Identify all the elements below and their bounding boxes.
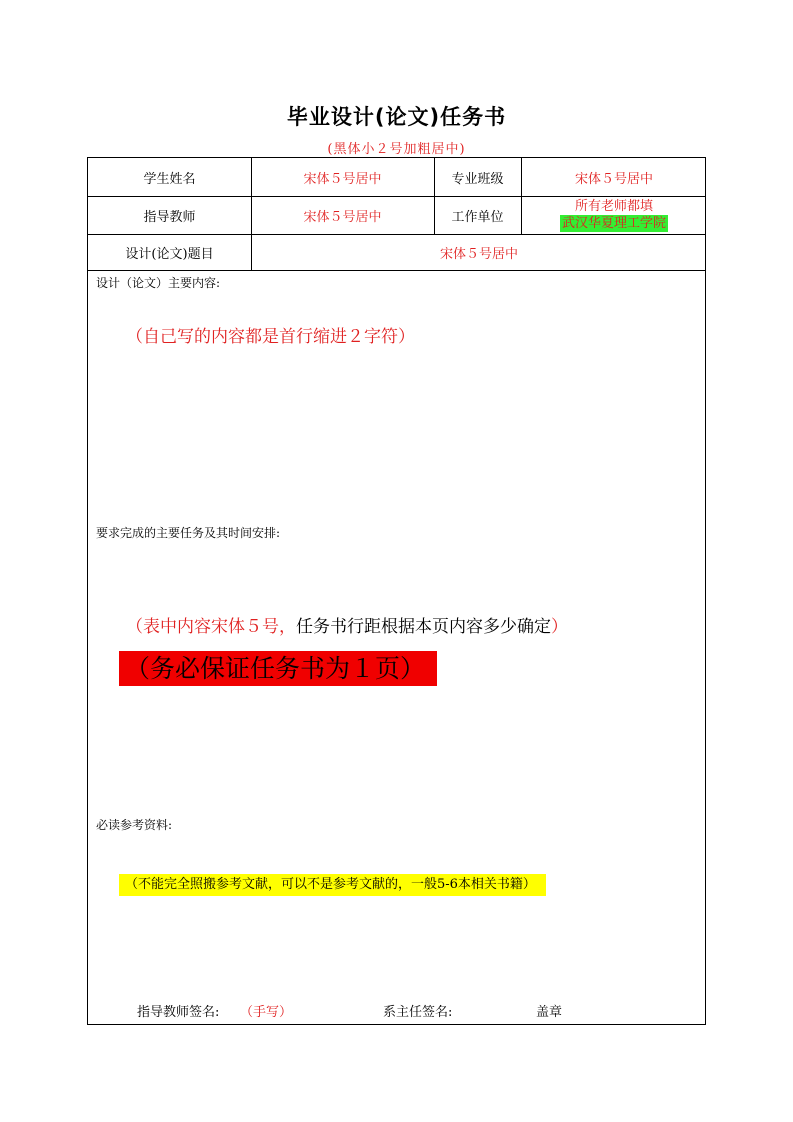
student-name-label: 学生姓名 [143, 171, 196, 187]
tasks-schedule-label: 要求完成的主要任务及其时间安排: [96, 526, 281, 540]
main-content-label: 设计（论文）主要内容: [96, 276, 221, 290]
stamp-label: 盖章 [536, 1005, 563, 1020]
tasks-note-middle: 任务书行距根据本页内容多少确定 [296, 617, 551, 637]
tasks-note-open: （表中内容宋体５号， [126, 617, 296, 637]
references-note: （不能完全照搬参考文献，可以不是参考文献的，一般5-6本相关书籍） [119, 874, 546, 896]
one-page-warning: （务必保证任务书为１页） [119, 651, 437, 686]
major-class-value[interactable]: 宋体５号居中 [574, 171, 653, 187]
advisor-value[interactable]: 宋体５号居中 [303, 209, 382, 225]
thesis-title-value[interactable]: 宋体５号居中 [439, 246, 518, 262]
work-unit-label: 工作单位 [451, 209, 504, 225]
task-form-table [87, 157, 706, 1025]
work-unit-value[interactable] [521, 196, 707, 234]
student-name-value[interactable]: 宋体５号居中 [303, 171, 382, 187]
major-class-label: 专业班级 [451, 171, 504, 187]
work-unit-school: 武汉华夏理工学院 [561, 216, 666, 231]
title-format-note: (黑体小２号加粗居中) [327, 142, 466, 157]
document-title: 毕业设计(论文)任务书 [286, 105, 507, 129]
row-divider [88, 270, 705, 271]
work-unit-note: 所有老师都填 [574, 199, 653, 214]
thesis-title-label: 设计(论文)题目 [125, 246, 214, 262]
references-label: 必读参考资料: [96, 818, 173, 832]
main-content-note: （自己写的内容都是首行缩进２字符） [126, 327, 415, 347]
advisor-label: 指导教师 [143, 209, 196, 225]
director-signature-label: 系主任签名: [383, 1005, 453, 1020]
advisor-signature-note[interactable]: （手写） [240, 1005, 293, 1020]
advisor-signature-label: 指导教师签名: [137, 1005, 220, 1020]
tasks-note-close: ） [551, 617, 568, 637]
tasks-format-note [126, 612, 568, 637]
